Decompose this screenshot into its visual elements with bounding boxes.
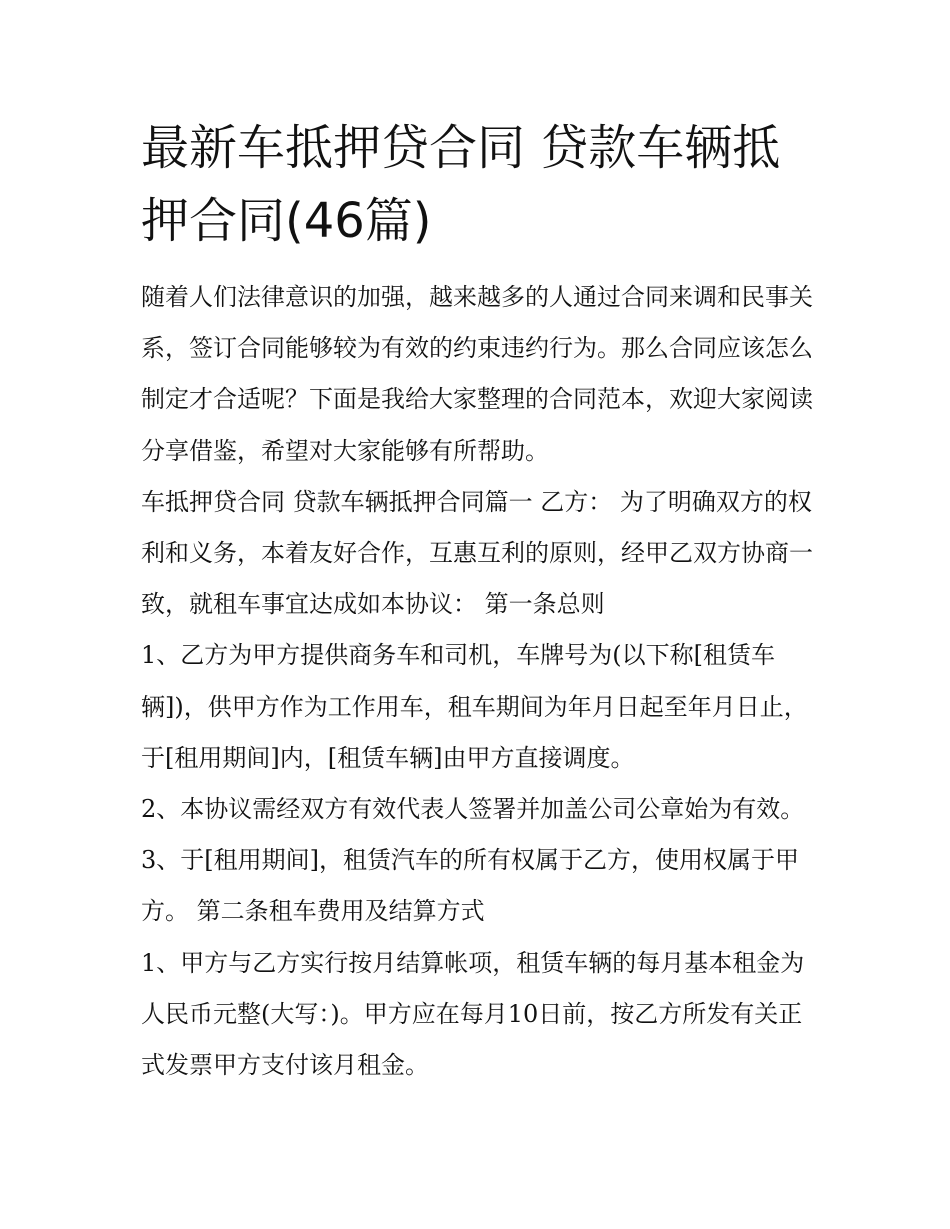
section-one-paragraph: 车抵押贷合同 贷款车辆抵押合同篇一 乙方： 为了明确双方的权利和义务，本着友好合作，互惠互利的原则，经甲乙双方协商一致，就租车事宜达成如本协议： 第一条总则 [141,487,813,619]
document-title: 最新车抵押贷合同 贷款车辆抵押合同(46篇) [141,120,781,249]
clause-2-3-paragraph: 2、本协议需经双方有效代表人签署并加盖公司公章始为有效。 3、于[租用期间]，租赁汽车的所有权属于乙方，使用权属于甲方。 第二条租车费用及结算方式 [141,795,805,926]
document-body [141,272,821,1091]
clause-1-paragraph: 1、乙方为甲方提供商务车和司机，车牌号为(以下称[租赁车辆])，供甲方作为工作用车，租车期间为年月日起至年月日止，于[租用期间]内，[租赁车辆]由甲方直接调度。 [141,641,808,772]
document-page [141,112,821,1091]
intro-paragraph: 随着人们法律意识的加强，越来越多的人通过合同来调和民事关系，签订合同能够较为有效的约束违约行为。那么合同应该怎么制定才合适呢？下面是我给大家整理的合同范本，欢迎大家阅读分享借鉴，希望对大家能够有所帮助。 [141,283,813,465]
rent-clause-paragraph: 1、甲方与乙方实行按月结算帐项，租赁车辆的每月基本租金为人民币元整(大写：)。甲方应在每月10日前，按乙方所发有关正式发票甲方支付该月租金。 [141,948,805,1080]
